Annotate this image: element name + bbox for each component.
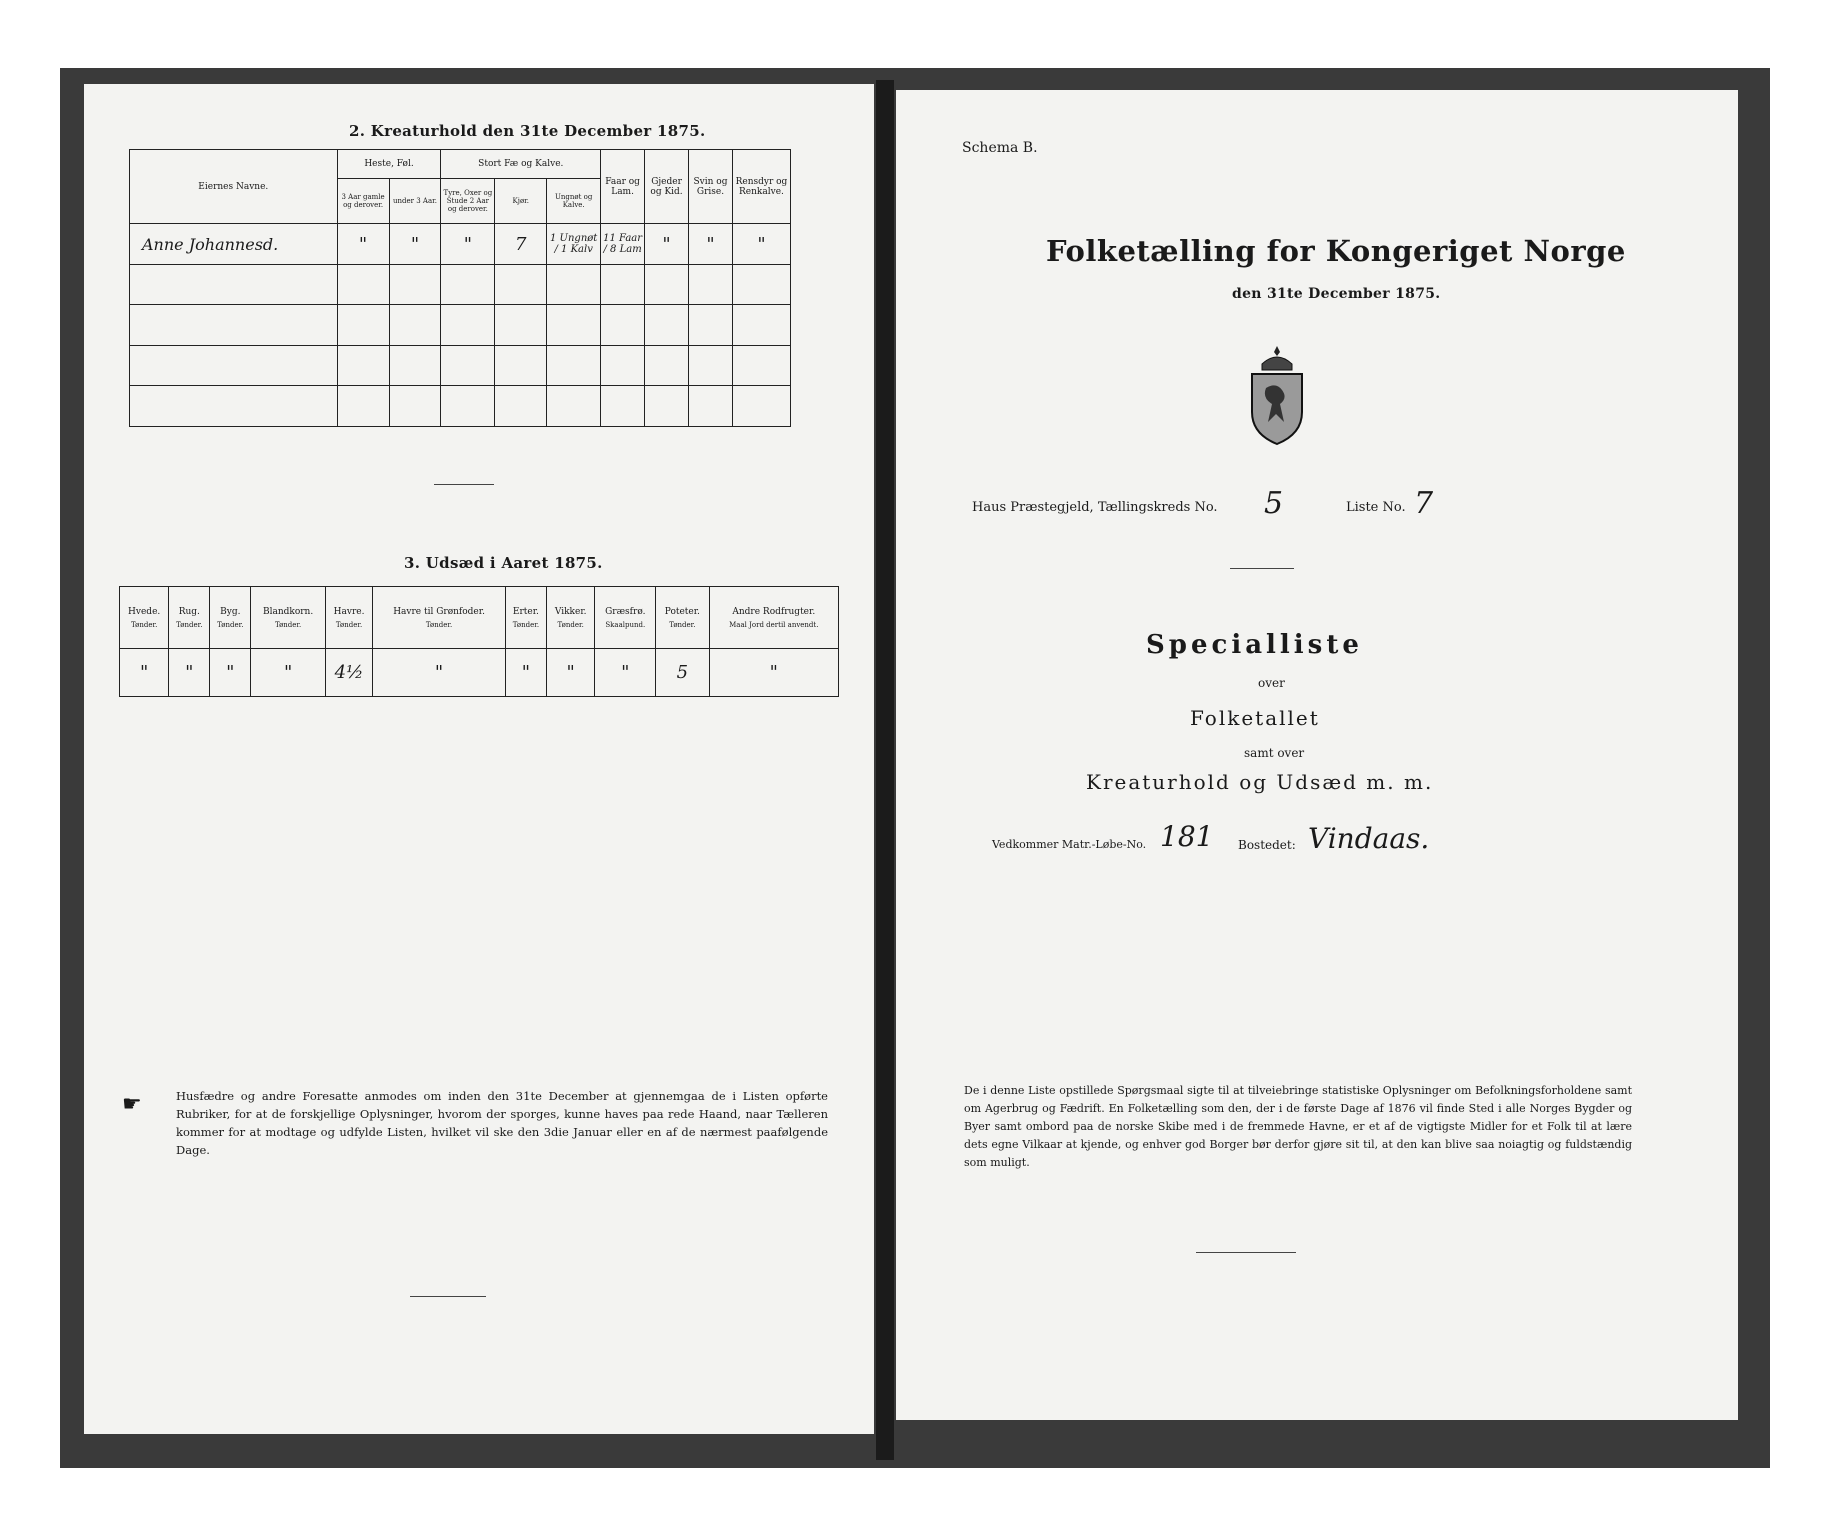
table-row (130, 224, 791, 265)
schema-label: Schema B. (962, 140, 1038, 156)
cell-bulls: " (441, 224, 495, 265)
seed-header-name: Erter. (512, 606, 539, 617)
document-title: Folketælling for Kongeriget Norge (1046, 234, 1626, 268)
district-label: Haus Præstegjeld, Tællingskreds No. (972, 500, 1218, 515)
section2-title: 2. Kreaturhold den 31te December 1875. (349, 122, 706, 140)
document-subtitle: den 31te December 1875. (1232, 286, 1441, 302)
seed-header-unit: Tønder. (557, 620, 584, 629)
seed-header (373, 587, 506, 649)
seed-value: " (546, 649, 595, 697)
seed-header-name: Hvede. (128, 606, 161, 617)
seed-value: " (251, 649, 326, 697)
seed-header (325, 587, 372, 649)
header-bulls: Tyre, Oxer og Stude 2 Aar og derover. (441, 179, 495, 224)
header-young-cattle: Ungnøt og Kalve. (547, 179, 601, 224)
book-spine (876, 80, 894, 1460)
notice-text: Husfædre og andre Foresatte anmodes om inden den 31te December at gjennemgaa de i Listen opførte Rubriker, for at de forskjellige Oplysninger, hvorom der sporges, kunne haves paa rede Haand, naar Tælleren kommer for at modtage og udfylde Listen, hvilket vil ske den 3die Januar eller en af de nærmest paafølgende Dage. (176, 1089, 828, 1157)
livestock-table (129, 149, 791, 427)
cell-reindeer: " (732, 224, 790, 265)
seed-header-name: Andre Rodfrugter. (732, 606, 816, 617)
header-horses: Heste, Føl. (337, 150, 441, 179)
left-page (84, 84, 874, 1434)
seed-value: " (169, 649, 210, 697)
seed-header-name: Blandkorn. (262, 606, 314, 617)
header-owner: Eiernes Navne. (130, 150, 338, 224)
seed-header (595, 587, 656, 649)
seed-table (119, 586, 839, 697)
seed-value: " (505, 649, 546, 697)
seed-header-unit: Tønder. (176, 620, 203, 629)
samt-over-label: samt over (1244, 746, 1305, 760)
seed-header (251, 587, 326, 649)
bostedet-value: Vindaas. (1308, 822, 1430, 855)
seed-header-unit: Maal Jord dertil anvendt. (729, 620, 819, 629)
section3-title: 3. Udsæd i Aaret 1875. (404, 554, 603, 572)
header-horses-young: under 3 Aar. (389, 179, 441, 224)
seed-value: " (210, 649, 251, 697)
district-number: 5 (1264, 486, 1284, 521)
seed-header-unit: Tønder. (335, 620, 363, 629)
footer-text: De i denne Liste opstillede Spørgsmaal sigte til at tilveiebringe statistiske Oplysninger om Befolkningsforholdene samt om Agerbrug og Fædrift. En Folketælling som den, der i de første Dage af 1876 vil finde Sted i alle Norges Bygder og Byer samt ombord paa de norske Skibe med i de fremmede Havne, er et af de vigtigste Midler for et Folk til at lære dets egne Vilkaar at kjende, og enhver god Borger bør derfor gjøre sit til, at den kan blive saa noiagtig og fuldstændig som muligt. (964, 1084, 1632, 1169)
header-cattle: Stort Fæ og Kalve. (441, 150, 601, 179)
over-label: over (1258, 676, 1285, 690)
cell-goats: " (645, 224, 689, 265)
matr-number: 181 (1160, 820, 1214, 853)
seed-value: 4½ (325, 649, 372, 697)
seed-value: 5 (656, 649, 709, 697)
pointing-hand-icon: ☛ (122, 1092, 142, 1117)
kreatur-label: Kreaturhold og Udsæd m. m. (1086, 770, 1434, 794)
seed-header-unit: Tønder. (669, 620, 696, 629)
divider (1230, 568, 1294, 569)
header-reindeer: Rensdyr og Renkalve. (732, 150, 790, 224)
seed-header-name: Rug. (178, 606, 200, 617)
seed-header-unit: Tønder. (512, 620, 540, 629)
header-cows: Kjør. (495, 179, 547, 224)
list-number: 7 (1414, 486, 1434, 521)
divider (434, 484, 494, 485)
seed-header-unit: Tønder. (217, 620, 244, 629)
cell-horses-old: " (337, 224, 389, 265)
seed-value: " (120, 649, 169, 697)
bostedet-label: Bostedet: (1238, 838, 1296, 852)
seed-header-name: Havre. (333, 606, 365, 617)
seed-value: " (373, 649, 506, 697)
seed-value: " (595, 649, 656, 697)
folketallet-label: Folketallet (1190, 706, 1320, 730)
seed-header (120, 587, 169, 649)
seed-header-unit: Tønder. (274, 620, 302, 629)
seed-header-unit: Skaalpund. (605, 620, 646, 629)
header-horses-old: 3 Aar gamle og derover. (337, 179, 389, 224)
specialliste-title: Specialliste (1146, 630, 1363, 660)
seed-header (656, 587, 709, 649)
seed-header-unit: Tønder. (131, 620, 158, 629)
seed-header-name: Byg. (220, 606, 241, 617)
cell-cows: 7 (495, 224, 547, 265)
seed-header (546, 587, 595, 649)
seed-header (169, 587, 210, 649)
cell-horses-young: " (389, 224, 441, 265)
matr-label: Vedkommer Matr.-Løbe-No. (992, 838, 1147, 851)
seed-header-name: Vikker. (554, 606, 587, 617)
owner-name: Anne Johannesd. (130, 224, 338, 265)
seed-header (505, 587, 546, 649)
header-sheep: Faar og Lam. (601, 150, 645, 224)
header-pigs: Svin og Grise. (689, 150, 733, 224)
cell-young-cattle: 1 Ungnøt / 1 Kalv (547, 224, 601, 265)
seed-header-row (120, 587, 839, 649)
seed-header-unit: Tønder. (425, 620, 453, 629)
divider (1196, 1252, 1296, 1253)
seed-header-name: Havre til Grønfoder. (393, 606, 485, 617)
divider (410, 1296, 486, 1297)
seed-header (709, 587, 838, 649)
coat-of-arms-icon (1242, 342, 1312, 448)
cell-pigs: " (689, 224, 733, 265)
right-page (896, 90, 1738, 1420)
seed-header-name: Græsfrø. (605, 606, 646, 617)
list-label: Liste No. (1346, 500, 1406, 515)
seed-header-name: Poteter. (664, 606, 700, 617)
seed-value: " (709, 649, 838, 697)
cell-sheep: 11 Faar / 8 Lam (601, 224, 645, 265)
header-goats: Gjeder og Kid. (645, 150, 689, 224)
table-row (120, 649, 839, 697)
seed-header (210, 587, 251, 649)
